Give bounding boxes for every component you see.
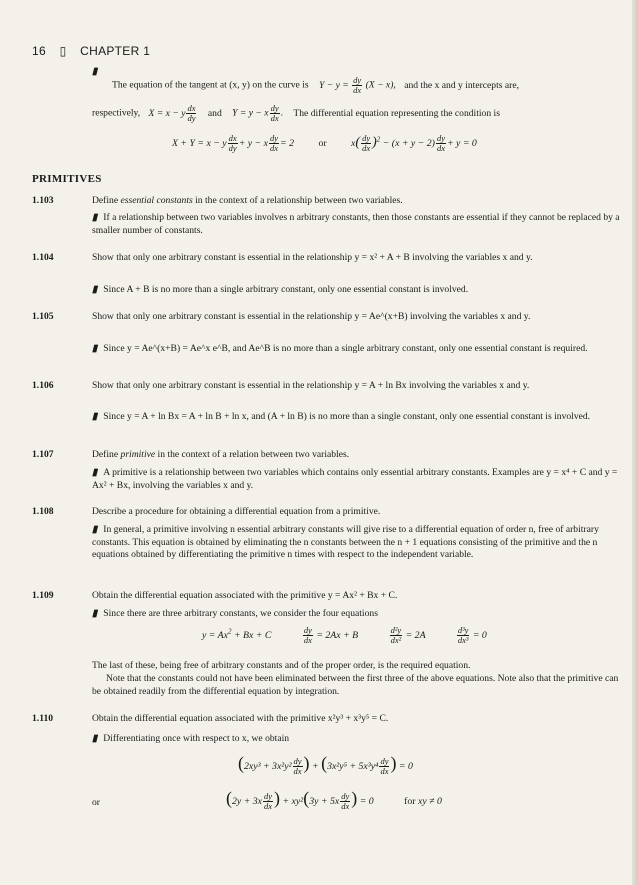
differentiated-equation-1: (2xy³ + 3x²y² $\frac{dy}{dx}$ ) + (3x²y⁵ + 5x³y⁴ $\frac{dy}{dx}$ ) = 0 <box>238 753 413 777</box>
problem-answer: ▮ Since y = A + ln Bx = A + ln B + ln x, and (A + ln B) is no more than a single constant, only one essential constant is involved. <box>92 411 591 422</box>
problem-question: Show that only one arbitrary constant is essential in the relationship y = A + ln Bx involving the variables x and y. <box>92 380 530 391</box>
problem-question: Define primitive in the context of a relation between two variables. <box>92 449 350 460</box>
answer-text: Since y = A + ln Bx = A + ln B + ln x, and (A + ln B) is no more than a single constant, only one essential constant is involved. <box>103 411 591 422</box>
intro-line-2: respectively, X = x − y $\frac{dx}{dy}$ and Y = y − x $\frac{dy}{dx}$ . The differential equation representing the condition is <box>92 103 500 123</box>
problem-number: 1.109 <box>32 590 54 601</box>
problem-number: 1.110 <box>32 713 54 724</box>
problem-answer: ▮ A primitive is a relationship between two variables which contains only essential arbitrary constants. Examples are y = x⁴ + C and y = Ax² + Bx, involving the variables x and y. <box>92 467 618 491</box>
answer-text: Since A + B is no more than a single arbitrary constant, only one essential constant is involved. <box>103 284 469 295</box>
problem-number: 1.106 <box>32 380 54 391</box>
problem-answer: ▮ Differentiating once with respect to x, we obtain <box>92 733 290 744</box>
differentiated-equation-2: (2y + 3x $\frac{dy}{dx}$ ) + xy²(3y + 5x $\frac{dy}{dx}$ ) = 0 for xy ≠ 0 <box>226 788 442 812</box>
page-binding-edge <box>632 0 638 885</box>
problem-question: Define essential constants in the context of a relationship between two variables. <box>92 195 403 206</box>
problem-question: Show that only one arbitrary constant is essential in the relationship y = Ae^(x+B) involving the variables x and y. <box>92 311 531 322</box>
intro-text-1b: and the x and y intercepts are, <box>404 79 520 91</box>
problem-number: 1.107 <box>32 449 54 460</box>
problem-question: Obtain the differential equation associated with the primitive y = Ax² + Bx + C. <box>92 590 398 601</box>
answer-text: A primitive is a relationship between two variables which contains only essential arbitrary constants. Examples are y = x⁴ + C and y = Ax² + Bx, involving the variables x and y. <box>92 467 618 491</box>
or-label: or <box>92 797 100 808</box>
intro-text-2b: The differential equation representing the condition is <box>293 107 500 119</box>
answer-text: If a relationship between two variables involves n arbitrary constants, then those constants are essential if they cannot be replaced by a smaller number of constants. <box>92 212 620 236</box>
problem-number: 1.108 <box>32 506 54 517</box>
section-title: PRIMITIVES <box>32 173 102 185</box>
intro-line-1: The equation of the tangent at (x, y) on the curve is Y − y = $\frac{dy}{dx}$ (X − x), and the x and y intercepts are, <box>112 75 520 95</box>
problem-number: 1.104 <box>32 252 54 263</box>
page-header <box>32 44 160 58</box>
header-divider-icon: ▯ <box>59 44 67 58</box>
answer-text: Since y = Ae^(x+B) = Ae^x e^B, and Ae^B is no more than a single arbitrary constant, only one essential constant is required. <box>103 343 588 354</box>
problem-question: Show that only one arbitrary constant is essential in the relationship y = x² + A + B involving the variables x and y. <box>92 252 533 263</box>
answer-text: In general, a primitive involving n essential arbitrary constants will give rise to a differential equation of order n, free of arbitrary constants. This equation is obtained by eliminating the n constants between the n + 1 equations consisting of the primitive and the n equations obtained by differentiating the primitive n times with respect to the independent variable. <box>92 524 599 560</box>
chapter-label: CHAPTER 1 <box>80 44 151 58</box>
intro-text-1a: The equation of the tangent at (x, y) on the curve is <box>112 79 309 91</box>
answer-text: Since there are three arbitrary constants, we consider the four equations <box>103 608 378 619</box>
problem-answer: ▮ Since y = Ae^(x+B) = Ae^x e^B, and Ae^B is no more than a single arbitrary constant, only one essential constant is required. <box>92 343 588 354</box>
answer-continuation: The last of these, being free of arbitrary constants and of the proper order, is the required equation. <box>92 660 471 671</box>
solution-mark-icon: ▮ <box>92 66 98 77</box>
problem-number: 1.105 <box>32 311 54 322</box>
intro-condition-equation: X + Y = x − y $\frac{dx}{dy}$ + y − x $\frac{dy}{dx}$ = 2 or x( $\frac{dy}{dx}$ )$^2$ − (x + y − 2) $\frac{dy}{dx}$ + y = 0 <box>172 133 477 153</box>
answer-text: Differentiating once with respect to x, we obtain <box>103 733 290 744</box>
problem-answer: ▮ In general, a primitive involving n essential arbitrary constants will give rise to a differential equation of order n, free of arbitrary constants. This equation is obtained by eliminating the n constants between the n + 1 equations consisting of the primitive and the n equations obtained by differentiating the primitive n times with respect to the independent variable. <box>92 524 599 560</box>
problem-answer: ▮ Since there are three arbitrary constants, we consider the four equations <box>92 608 378 619</box>
answer-note: Note that the constants could not have been eliminated between the first three of the above equations. Note also that the primitive can be obtained readily from the differential equation by integration. <box>92 673 619 697</box>
problem-answer: ▮ If a relationship between two variables involves n arbitrary constants, then those constants are essential if they cannot be replaced by a smaller number of constants. <box>92 212 620 236</box>
problem-question: Describe a procedure for obtaining a differential equation from a primitive. <box>92 506 381 517</box>
problem-answer: ▮ Since A + B is no more than a single arbitrary constant, only one essential constant is involved. <box>92 284 469 295</box>
intro-text-2a: respectively, <box>92 107 141 119</box>
four-equations: $y = Ax^2 + Bx + C$ $\frac{dy}{dx}$ = 2Ax + B $\frac{\text{d²y}}{\text{dx²}}$ = 2A $\frac{\text{d³y}}{\text{dx³}}$ = 0 <box>202 625 487 645</box>
page-number: 16 <box>32 44 46 58</box>
problem-number: 1.103 <box>32 195 54 206</box>
problem-question: Obtain the differential equation associated with the primitive x²y³ + x³y⁵ = C. <box>92 713 389 724</box>
